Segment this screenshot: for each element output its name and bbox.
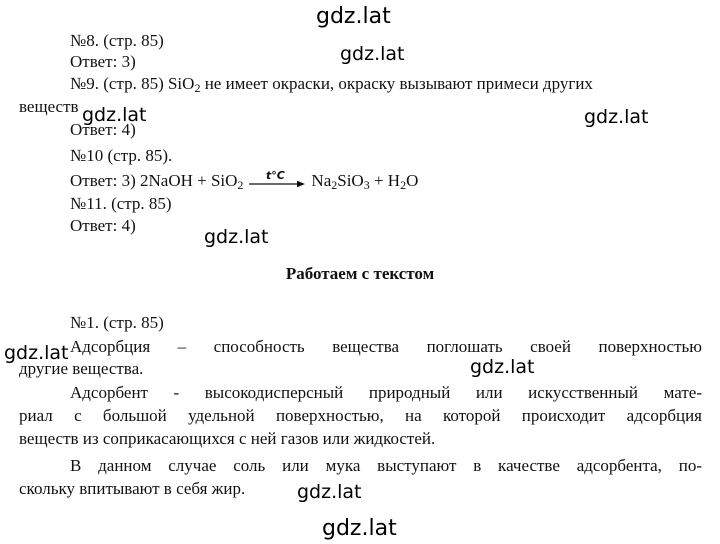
paragraph-line: Адсорбция – способность вещества поглошать своей поверхностью	[70, 337, 702, 356]
equation-part: + H	[369, 171, 401, 190]
equation-part: Ответ: 3) 2NaOH + SiO	[70, 171, 238, 190]
watermark: gdz.lat	[584, 106, 649, 128]
section-heading: Работаем с текстом	[285, 264, 435, 283]
task-11-title: №11. (стр. 85)	[70, 194, 172, 213]
task-10-title: №10 (стр. 85).	[70, 146, 173, 165]
paragraph-line: риал с большой удельной поверхностью, на которой происходит адсорбция	[19, 406, 702, 425]
task-8-title: №8. (стр. 85)	[70, 31, 164, 50]
task-9-text-part: №9. (стр. 85) SiO	[70, 74, 195, 93]
equation-part: O	[406, 171, 419, 190]
subscript: 3	[363, 178, 370, 192]
watermark: gdz.lat	[82, 104, 147, 126]
paragraph-line: веществ из соприкасающихся с ней газов или жидкостей.	[19, 429, 436, 448]
watermark: gdz.lat	[204, 226, 269, 248]
paragraph-line: другие вещества.	[19, 359, 144, 378]
subscript: 2	[400, 178, 407, 192]
subscript: 2	[331, 178, 338, 192]
task-9-text	[70, 74, 593, 94]
paragraph-line: В данном случае соль или мука выступают в качестве адсорбента, по-	[70, 456, 702, 475]
watermark: gdz.lat	[340, 43, 405, 65]
paragraph-line: Адсорбент - высокодисперсный природный или искусственный мате-	[70, 383, 702, 402]
paragraph-line: скольку впитывают в себя жир.	[19, 479, 246, 498]
watermark-bottom: gdz.lat	[322, 516, 397, 541]
task-9-text-cont: веществ	[19, 97, 79, 116]
watermark: gdz.lat	[297, 481, 362, 503]
section-task-1-title: №1. (стр. 85)	[70, 313, 164, 332]
equation-part: SiO	[337, 171, 364, 190]
task-10-equation	[70, 171, 418, 191]
equation-part: Na	[311, 171, 332, 190]
watermark: gdz.lat	[470, 356, 535, 378]
task-9-answer: Ответ: 4)	[70, 120, 136, 139]
reaction-condition: t°C	[266, 169, 285, 182]
watermark-top: gdz.lat	[316, 4, 391, 29]
subscript: 2	[237, 178, 244, 192]
task-9-text-part: не имеет окраски, окраску вызывают примеси других	[200, 74, 593, 93]
reaction-arrow-icon	[249, 171, 305, 191]
task-8-answer: Ответ: 3)	[70, 52, 136, 71]
watermark: gdz.lat	[4, 342, 69, 364]
task-11-answer: Ответ: 4)	[70, 216, 136, 235]
subscript: 2	[194, 81, 201, 95]
